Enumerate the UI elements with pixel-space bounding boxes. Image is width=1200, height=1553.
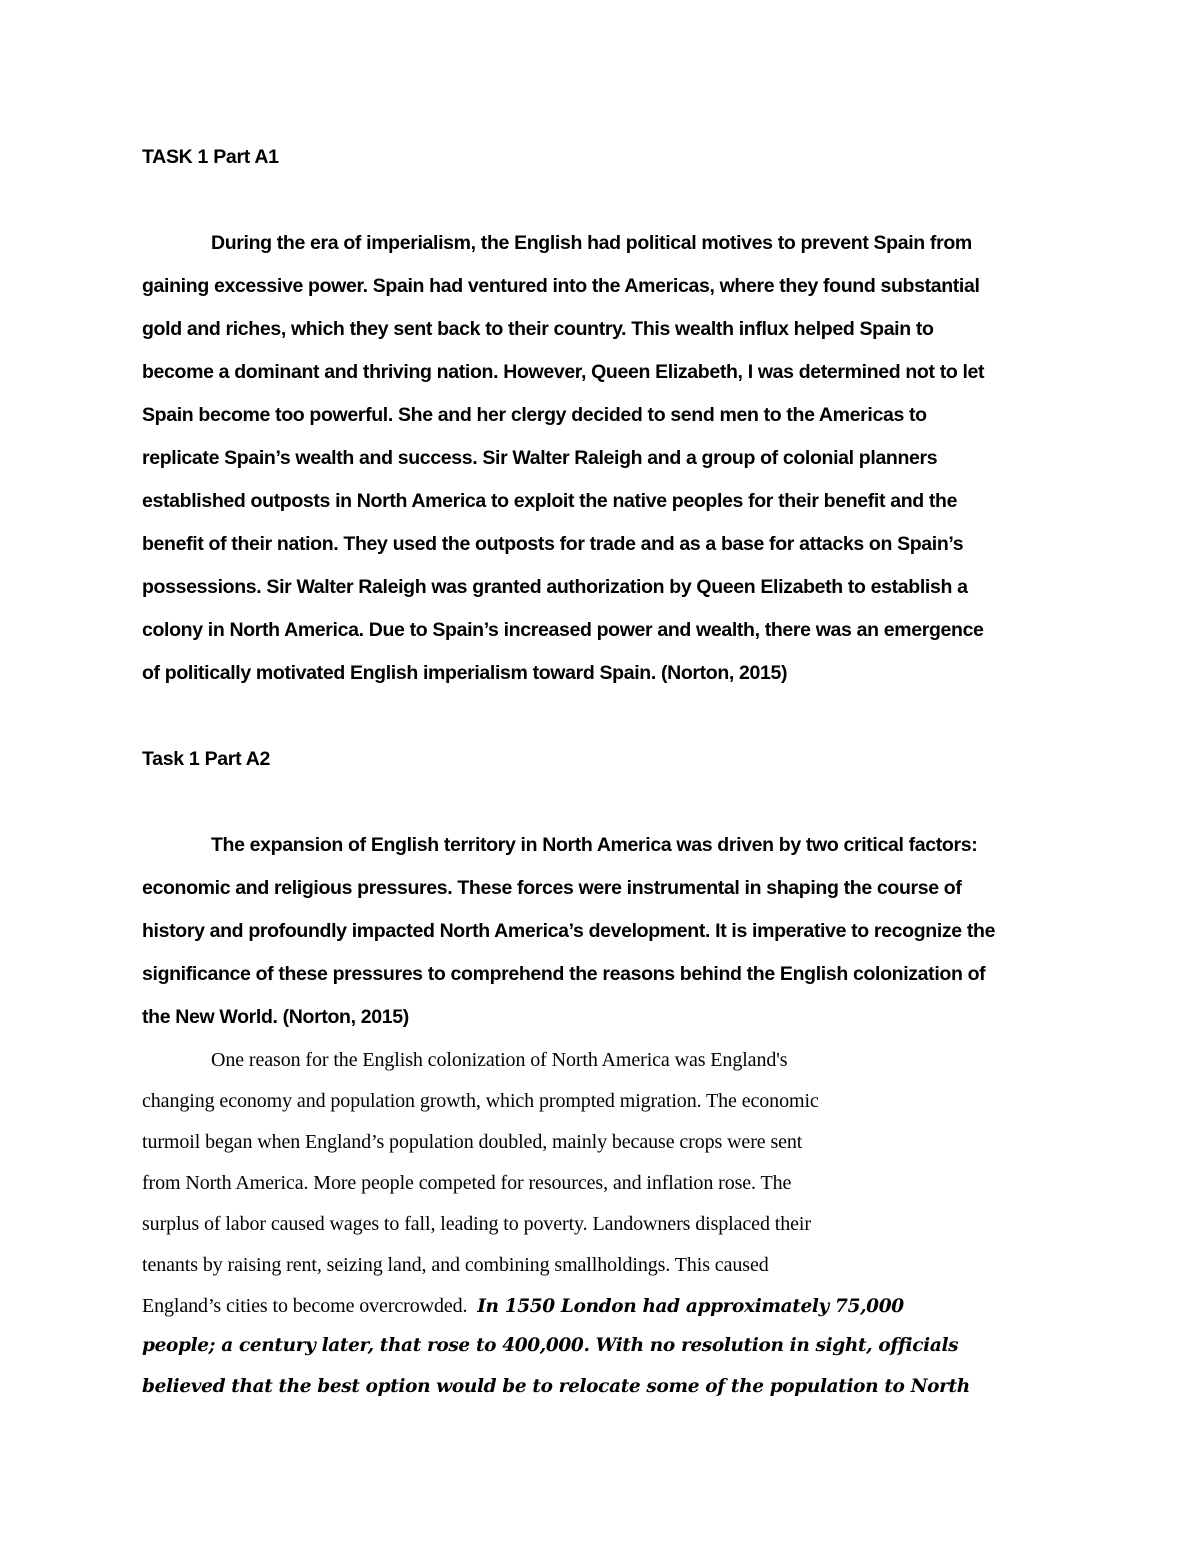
paragraph-line: significance of these pressures to comprehend the reasons behind the English colonization of (142, 963, 986, 985)
paragraph-line: surplus of labor caused wages to fall, leading to poverty. Landowners displaced their (142, 1213, 811, 1235)
paragraph-line: gold and riches, which they sent back to their country. This wealth influx helped Spain to (142, 318, 934, 340)
paragraph-line: During the era of imperialism, the English had political motives to prevent Spain from (211, 232, 972, 254)
paragraph-line: changing economy and population growth, which prompted migration. The economic (142, 1090, 819, 1112)
paragraph-line: the New World. (Norton, 2015) (142, 1006, 409, 1028)
paragraph-line: replicate Spain’s wealth and success. Sir Walter Raleigh and a group of colonial planners (142, 447, 938, 469)
paragraph-line: economic and religious pressures. These forces were instrumental in shaping the course of (142, 877, 962, 899)
paragraph-line-italic: believed that the best option would be to relocate some of the population to North (142, 1376, 970, 1397)
italic-text: In 1550 London had approximately 75,000 (477, 1296, 904, 1317)
heading-task1-part-a1: TASK 1 Part A1 (142, 146, 279, 168)
paragraph-line: of politically motivated English imperialism toward Spain. (Norton, 2015) (142, 662, 788, 684)
paragraph-line: from North America. More people competed for resources, and inflation rose. The (142, 1172, 792, 1194)
paragraph-line: become a dominant and thriving nation. However, Queen Elizabeth, I was determined not to let (142, 361, 985, 383)
paragraph-line: gaining excessive power. Spain had ventured into the Americas, where they found substantial (142, 275, 980, 297)
paragraph-line: possessions. Sir Walter Raleigh was granted authorization by Queen Elizabeth to establish a (142, 576, 968, 598)
paragraph-line: history and profoundly impacted North America’s development. It is imperative to recognize the (142, 920, 996, 942)
paragraph-line: tenants by raising rent, seizing land, and combining smallholdings. This caused (142, 1254, 769, 1276)
paragraph-line: colony in North America. Due to Spain’s increased power and wealth, there was an emergence (142, 619, 984, 641)
paragraph-line-mixed (142, 1296, 904, 1317)
paragraph-line: The expansion of English territory in North America was driven by two critical factors: (211, 834, 978, 856)
paragraph-line: Spain become too powerful. She and her clergy decided to send men to the Americas to (142, 404, 927, 426)
plain-text: England’s cities to become overcrowded. (142, 1295, 468, 1317)
heading-task1-part-a2: Task 1 Part A2 (142, 748, 271, 770)
paragraph-line-italic: people; a century later, that rose to 400,000. With no resolution in sight, officials (142, 1335, 959, 1356)
paragraph-line: turmoil began when England’s population doubled, mainly because crops were sent (142, 1131, 803, 1153)
paragraph-line: established outposts in North America to exploit the native peoples for their benefit and the (142, 490, 958, 512)
paragraph-line: One reason for the English colonization of North America was England's (211, 1049, 788, 1071)
paragraph-line: benefit of their nation. They used the outposts for trade and as a base for attacks on Spain’s (142, 533, 964, 555)
